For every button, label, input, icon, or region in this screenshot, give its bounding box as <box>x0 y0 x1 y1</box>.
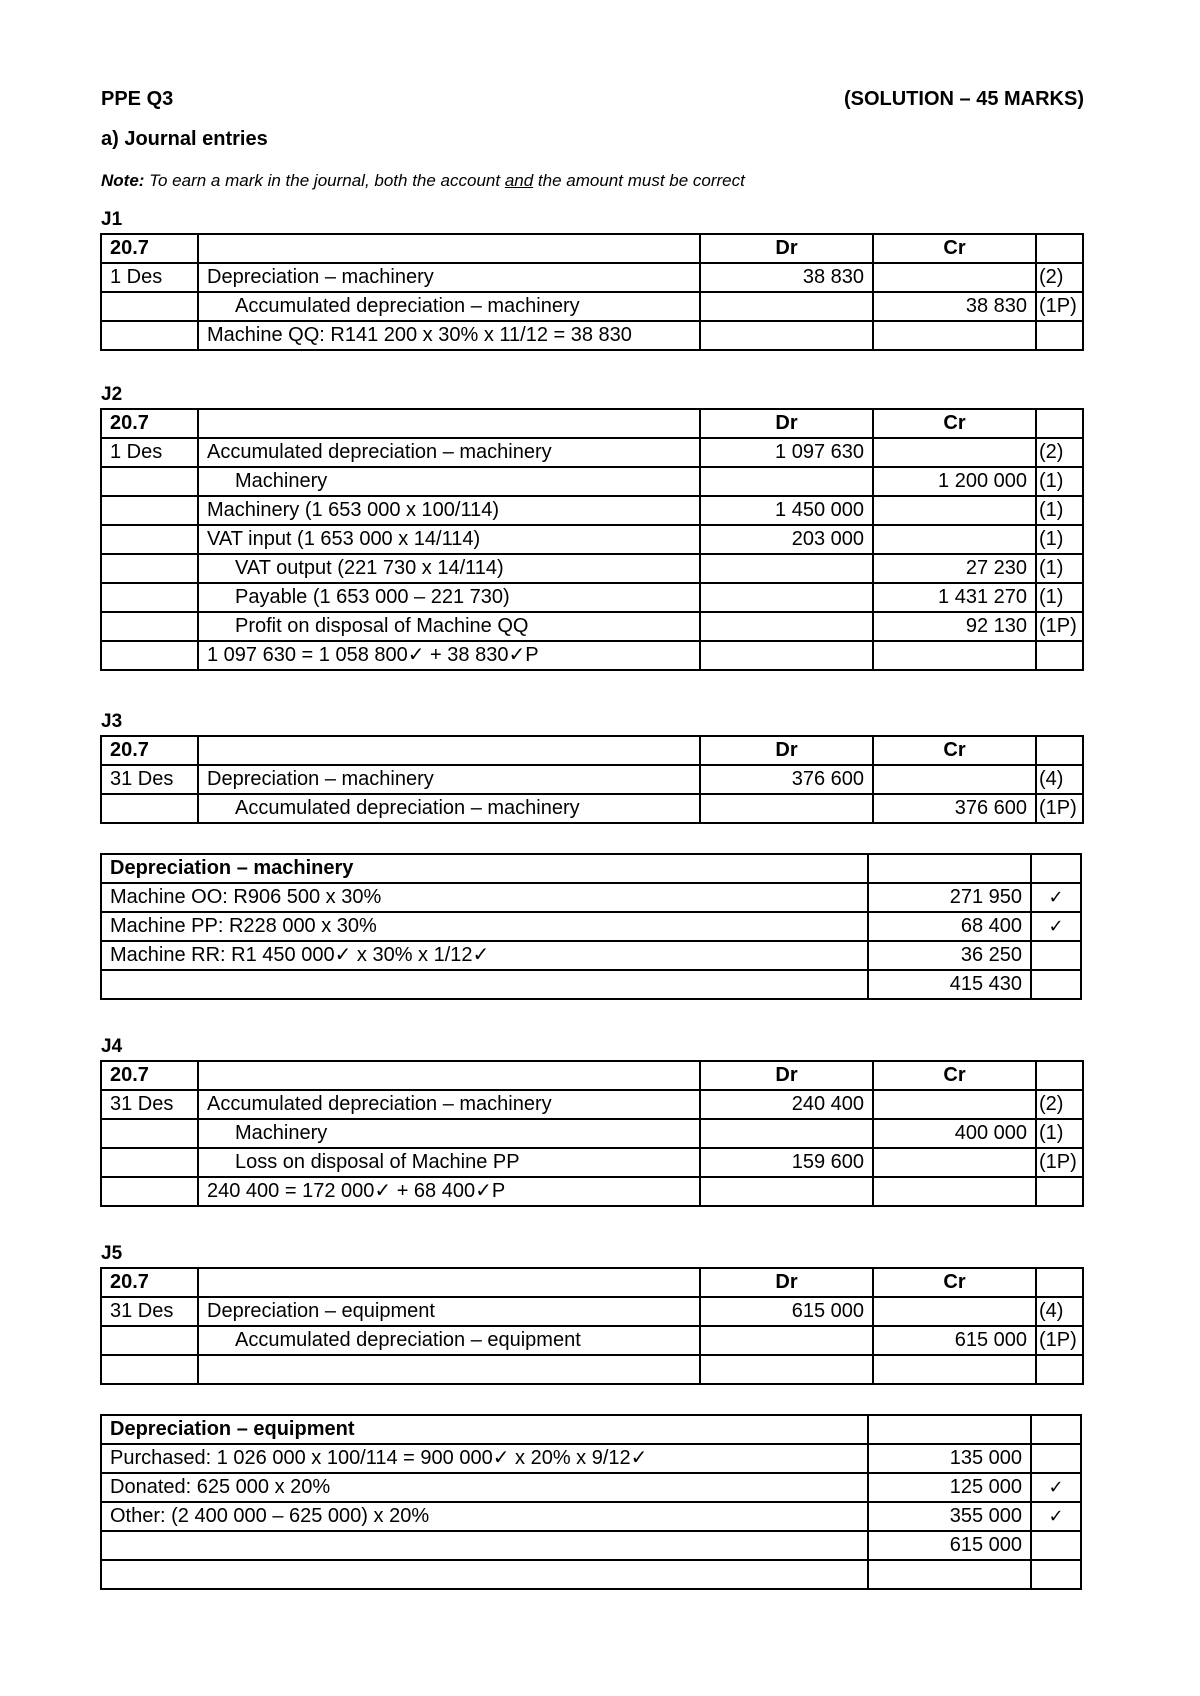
cr-header: Cr <box>873 234 1036 263</box>
row-date <box>101 496 198 525</box>
journal-table-j2 <box>100 408 1084 671</box>
date-header: 20.7 <box>101 1061 198 1090</box>
calc-desc: Machine RR: R1 450 000✓ x 30% x 1/12✓ <box>101 941 868 970</box>
row-desc: Machinery <box>198 467 700 496</box>
row-cr: 92 130 <box>873 612 1036 641</box>
row-dr <box>700 1177 873 1206</box>
row-mark: (2) <box>1036 263 1083 292</box>
row-mark <box>1036 641 1083 670</box>
table-row <box>101 970 1081 999</box>
calc-table-equipment <box>100 1414 1082 1590</box>
row-dr: 203 000 <box>700 525 873 554</box>
row-dr: 1 097 630 <box>700 438 873 467</box>
calc-title: Depreciation – equipment <box>101 1415 868 1444</box>
row-date: 1 Des <box>101 438 198 467</box>
mark-header <box>1036 736 1083 765</box>
row-dr <box>700 467 873 496</box>
row-cr <box>873 1090 1036 1119</box>
row-desc: Depreciation – equipment <box>198 1297 700 1326</box>
row-cr <box>873 1177 1036 1206</box>
row-cr <box>873 496 1036 525</box>
row-cr: 1 200 000 <box>873 467 1036 496</box>
row-mark: (1) <box>1036 554 1083 583</box>
table-row <box>101 1560 1081 1589</box>
calc-desc <box>101 1560 868 1589</box>
table-header-row <box>101 1061 1083 1090</box>
desc-header <box>198 1061 700 1090</box>
row-cr <box>873 1148 1036 1177</box>
journal-label-j1: J1 <box>101 209 123 230</box>
row-desc: Loss on disposal of Machine PP <box>198 1148 700 1177</box>
journal-label-j2: J2 <box>101 384 123 405</box>
note-part1: To earn a mark in the journal, both the account <box>144 171 505 190</box>
journal-table-j5 <box>100 1267 1084 1385</box>
row-mark: (1P) <box>1036 1326 1083 1355</box>
row-mark: (1) <box>1036 583 1083 612</box>
check-icon: ✓ <box>1031 912 1081 941</box>
row-desc: Accumulated depreciation – machinery <box>198 794 700 823</box>
row-desc: Payable (1 653 000 – 221 730) <box>198 583 700 612</box>
row-desc: Machinery <box>198 1119 700 1148</box>
dr-header: Dr <box>700 409 873 438</box>
section-title: a) Journal entries <box>101 128 268 150</box>
row-mark: (2) <box>1036 438 1083 467</box>
row-desc <box>198 1355 700 1384</box>
calc-total: 415 430 <box>868 970 1031 999</box>
row-desc: VAT output (221 730 x 14/114) <box>198 554 700 583</box>
table-row <box>101 496 1083 525</box>
table-row <box>101 1531 1081 1560</box>
table-row <box>101 438 1083 467</box>
check-icon <box>1031 970 1081 999</box>
row-cr: 1 431 270 <box>873 583 1036 612</box>
table-row <box>101 1148 1083 1177</box>
row-dr <box>700 1355 873 1384</box>
row-dr <box>700 794 873 823</box>
row-dr <box>700 292 873 321</box>
journal-label-j4: J4 <box>101 1036 123 1057</box>
row-desc: VAT input (1 653 000 x 14/114) <box>198 525 700 554</box>
table-row <box>101 1177 1083 1206</box>
table-row <box>101 641 1083 670</box>
check-icon <box>1031 1444 1081 1473</box>
row-mark <box>1036 321 1083 350</box>
row-cr <box>873 641 1036 670</box>
row-dr: 615 000 <box>700 1297 873 1326</box>
desc-header <box>198 736 700 765</box>
row-cr: 38 830 <box>873 292 1036 321</box>
row-dr <box>700 1326 873 1355</box>
row-mark: (1P) <box>1036 794 1083 823</box>
dr-header: Dr <box>700 736 873 765</box>
dr-header: Dr <box>700 1061 873 1090</box>
row-dr: 159 600 <box>700 1148 873 1177</box>
calc-amount-header <box>868 854 1031 883</box>
row-cr <box>873 321 1036 350</box>
table-row <box>101 1297 1083 1326</box>
journal-table-j3 <box>100 735 1084 824</box>
table-row <box>101 765 1083 794</box>
calc-total: 615 000 <box>868 1531 1031 1560</box>
row-date <box>101 1355 198 1384</box>
check-icon <box>1031 1531 1081 1560</box>
row-cr <box>873 1297 1036 1326</box>
row-desc: Profit on disposal of Machine QQ <box>198 612 700 641</box>
row-desc: Accumulated depreciation – equipment <box>198 1326 700 1355</box>
calc-amount <box>868 1560 1031 1589</box>
journal-label-j5: J5 <box>101 1243 123 1264</box>
date-header: 20.7 <box>101 1268 198 1297</box>
row-date <box>101 641 198 670</box>
mark-header <box>1036 1268 1083 1297</box>
row-date <box>101 612 198 641</box>
cr-header: Cr <box>873 409 1036 438</box>
table-row <box>101 1502 1081 1531</box>
row-cr <box>873 525 1036 554</box>
calc-title-row <box>101 854 1081 883</box>
desc-header <box>198 1268 700 1297</box>
row-dr <box>700 583 873 612</box>
dr-header: Dr <box>700 234 873 263</box>
row-cr: 27 230 <box>873 554 1036 583</box>
table-row <box>101 1473 1081 1502</box>
row-cr <box>873 1355 1036 1384</box>
mark-header <box>1036 409 1083 438</box>
table-row <box>101 912 1081 941</box>
row-cr <box>873 438 1036 467</box>
row-dr: 1 450 000 <box>700 496 873 525</box>
table-header-row <box>101 409 1083 438</box>
row-desc: Accumulated depreciation – machinery <box>198 292 700 321</box>
row-cr: 400 000 <box>873 1119 1036 1148</box>
table-row <box>101 583 1083 612</box>
row-date <box>101 554 198 583</box>
calc-amount: 135 000 <box>868 1444 1031 1473</box>
mark-header <box>1036 234 1083 263</box>
row-desc: Depreciation – machinery <box>198 263 700 292</box>
row-mark: (1) <box>1036 496 1083 525</box>
row-cr: 615 000 <box>873 1326 1036 1355</box>
calc-desc: Purchased: 1 026 000 x 100/114 = 900 000✓ x 20% x 9/12✓ <box>101 1444 868 1473</box>
row-dr <box>700 1119 873 1148</box>
row-dr: 376 600 <box>700 765 873 794</box>
row-desc: 240 400 = 172 000✓ + 68 400✓P <box>198 1177 700 1206</box>
row-date <box>101 1177 198 1206</box>
table-row <box>101 1444 1081 1473</box>
row-date <box>101 525 198 554</box>
row-date: 1 Des <box>101 263 198 292</box>
calc-amount: 355 000 <box>868 1502 1031 1531</box>
row-cr <box>873 765 1036 794</box>
calc-amount: 68 400 <box>868 912 1031 941</box>
row-dr <box>700 321 873 350</box>
row-mark: (4) <box>1036 765 1083 794</box>
row-mark: (1) <box>1036 525 1083 554</box>
table-row <box>101 1119 1083 1148</box>
table-row <box>101 1326 1083 1355</box>
row-desc: Machine QQ: R141 200 x 30% x 11/12 = 38 830 <box>198 321 700 350</box>
calc-desc: Machine OO: R906 500 x 30% <box>101 883 868 912</box>
row-date: 31 Des <box>101 1090 198 1119</box>
row-desc: Machinery (1 653 000 x 100/114) <box>198 496 700 525</box>
table-row <box>101 1090 1083 1119</box>
calc-desc: Donated: 625 000 x 20% <box>101 1473 868 1502</box>
calc-desc: Machine PP: R228 000 x 30% <box>101 912 868 941</box>
journal-table-j1 <box>100 233 1084 351</box>
date-header: 20.7 <box>101 736 198 765</box>
row-mark: (1P) <box>1036 612 1083 641</box>
row-date <box>101 467 198 496</box>
dr-header: Dr <box>700 1268 873 1297</box>
row-desc: Depreciation – machinery <box>198 765 700 794</box>
row-desc: Accumulated depreciation – machinery <box>198 438 700 467</box>
calc-title: Depreciation – machinery <box>101 854 868 883</box>
row-dr <box>700 554 873 583</box>
row-mark <box>1036 1355 1083 1384</box>
journal-table-j4 <box>100 1060 1084 1207</box>
date-header: 20.7 <box>101 409 198 438</box>
row-date <box>101 1148 198 1177</box>
note <box>101 171 745 191</box>
row-date: 31 Des <box>101 765 198 794</box>
row-mark: (4) <box>1036 1297 1083 1326</box>
table-row <box>101 1355 1083 1384</box>
row-mark: (1P) <box>1036 292 1083 321</box>
question-title: PPE Q3 <box>101 88 174 110</box>
row-mark: (2) <box>1036 1090 1083 1119</box>
row-dr: 240 400 <box>700 1090 873 1119</box>
check-icon: ✓ <box>1031 883 1081 912</box>
row-mark: (1) <box>1036 467 1083 496</box>
row-date: 31 Des <box>101 1297 198 1326</box>
calc-table-machinery <box>100 853 1082 1000</box>
note-underlined: and <box>504 171 534 190</box>
table-header-row <box>101 234 1083 263</box>
cr-header: Cr <box>873 736 1036 765</box>
table-row <box>101 292 1083 321</box>
row-dr: 38 830 <box>700 263 873 292</box>
row-date <box>101 321 198 350</box>
row-desc: Accumulated depreciation – machinery <box>198 1090 700 1119</box>
calc-desc <box>101 970 868 999</box>
table-row <box>101 263 1083 292</box>
table-row <box>101 941 1081 970</box>
table-row <box>101 467 1083 496</box>
desc-header <box>198 409 700 438</box>
row-desc: 1 097 630 = 1 058 800✓ + 38 830✓P <box>198 641 700 670</box>
check-icon <box>1031 1560 1081 1589</box>
calc-amount-header <box>868 1415 1031 1444</box>
row-dr <box>700 612 873 641</box>
check-icon: ✓ <box>1031 1473 1081 1502</box>
calc-tick-header <box>1031 854 1081 883</box>
solution-marks: (SOLUTION – 45 MARKS) <box>843 88 1084 110</box>
row-date <box>101 1326 198 1355</box>
note-prefix: Note: <box>101 171 145 190</box>
row-dr <box>700 641 873 670</box>
table-header-row <box>101 736 1083 765</box>
table-row <box>101 883 1081 912</box>
table-row <box>101 525 1083 554</box>
row-mark: (1P) <box>1036 1148 1083 1177</box>
check-icon <box>1031 941 1081 970</box>
table-row <box>101 554 1083 583</box>
calc-amount: 36 250 <box>868 941 1031 970</box>
row-cr: 376 600 <box>873 794 1036 823</box>
calc-amount: 271 950 <box>868 883 1031 912</box>
check-icon: ✓ <box>1031 1502 1081 1531</box>
mark-header <box>1036 1061 1083 1090</box>
calc-title-row <box>101 1415 1081 1444</box>
row-date <box>101 292 198 321</box>
cr-header: Cr <box>873 1061 1036 1090</box>
row-mark: (1) <box>1036 1119 1083 1148</box>
note-part2: the amount must be correct <box>533 171 745 190</box>
table-row <box>101 321 1083 350</box>
table-header-row <box>101 1268 1083 1297</box>
calc-desc: Other: (2 400 000 – 625 000) x 20% <box>101 1502 868 1531</box>
calc-tick-header <box>1031 1415 1081 1444</box>
journal-label-j3: J3 <box>101 711 123 732</box>
table-row <box>101 794 1083 823</box>
row-date <box>101 583 198 612</box>
calc-amount: 125 000 <box>868 1473 1031 1502</box>
desc-header <box>198 234 700 263</box>
row-date <box>101 1119 198 1148</box>
row-cr <box>873 263 1036 292</box>
row-mark <box>1036 1177 1083 1206</box>
cr-header: Cr <box>873 1268 1036 1297</box>
table-row <box>101 612 1083 641</box>
date-header: 20.7 <box>101 234 198 263</box>
calc-desc <box>101 1531 868 1560</box>
row-date <box>101 794 198 823</box>
